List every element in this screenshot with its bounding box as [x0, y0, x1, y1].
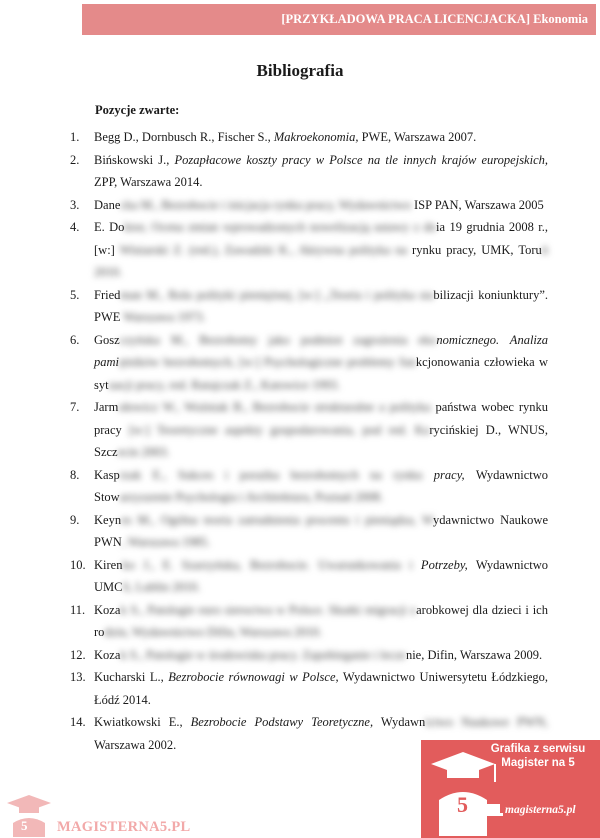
entry-text-part: Kiren — [94, 557, 123, 572]
entry-blurred-text: , Warszawa 1985. — [121, 535, 211, 549]
entry-blurred-text: cka M., Bezrobocie i inicjacja rynku pracy, Wydawnictwo — [120, 197, 411, 212]
entry-blurred-text: czyńska M., Bezrobotny jako podmiot zagrożenia eko — [119, 332, 437, 347]
entry-number: 8. — [70, 467, 80, 482]
header-banner-text: [PRZYKŁADOWA PRACA LICENCJACKA] Ekonomia — [281, 12, 588, 26]
entry-text — [94, 329, 548, 397]
bibliography-list — [70, 126, 548, 756]
entry-text-part: Kasp — [94, 467, 120, 482]
entry-blurred-text: ołowicz W., Woźniak B., Bezrobocie strukturalne a polityka — [118, 400, 431, 414]
entry-text-part: Fried — [94, 287, 121, 302]
entry-text-part: bilizacji koniunktury”. PWE — [94, 287, 548, 324]
entry-text-part: Wydawnictwo Stow — [94, 467, 549, 504]
entry-blurred-text: arzyszenie Psychologia i Architektura, Poznań 2008. — [119, 490, 384, 504]
bibliography-entry — [70, 216, 548, 284]
laptop-icon — [481, 803, 503, 817]
entry-text-part: Dane — [94, 197, 121, 212]
logo-text: MAGISTERNA5.PL — [57, 819, 191, 835]
entry-text-part: Bińskowski J., — [94, 152, 175, 167]
entry-text-part: rycińskiej D., WNUS, Szcz — [94, 422, 548, 459]
entry-text — [94, 126, 548, 149]
entry-number: 13. — [70, 670, 86, 684]
entry-text-part: Warszawa 2002. — [94, 737, 177, 752]
promo-badge: 5 — [457, 792, 468, 817]
entry-blurred-text: ętników bezrobotnych, [w:] Psychologiczne problemy fun — [119, 355, 416, 369]
entry-title-italic: nomicznego. Analiza pami — [94, 332, 548, 369]
entry-blurred-text: Warszawa 1973. — [120, 310, 206, 324]
header-banner — [82, 4, 596, 35]
entry-text-part: Wydawn — [373, 715, 426, 729]
entry-text-part: ydawnictwo Naukowe PWN — [94, 512, 549, 549]
bibliography-entry — [70, 126, 548, 149]
entry-text-part: ZPP, Warszawa 2014. — [94, 175, 203, 189]
entry-blurred-text: ktor, Ocena zmian wprowadzonych nowelizacją ustawy z dn — [124, 220, 437, 234]
entry-blurred-text: ecin 2003. — [117, 445, 170, 459]
entry-blurred-text: ń 2010. — [94, 242, 548, 279]
entry-blurred-text: uacji pracy, red. Ratajczak Z., Katowice 1993. — [108, 377, 340, 392]
entry-text — [94, 194, 548, 217]
bibliography-entry — [70, 329, 548, 397]
promo-watermark — [421, 740, 600, 838]
entry-text — [94, 554, 548, 599]
entry-number: 10. — [70, 557, 86, 572]
entry-number: 12. — [70, 647, 86, 662]
entry-text-part: Keyn — [94, 512, 122, 527]
entry-text — [94, 599, 548, 644]
entry-blurred-text: dzin, Wydawnictwo Difin, Warszawa 2010. — [104, 625, 322, 639]
entry-number: 9. — [70, 512, 80, 527]
promo-line2: Magister na 5 — [501, 757, 575, 769]
bibliography-entry — [70, 599, 548, 644]
entry-text — [94, 644, 548, 667]
entry-blurred-text: k S., Patologie w środowisku pracy. Zapobieganie i lecze — [120, 647, 406, 662]
entry-text-part: E. Do — [94, 220, 125, 234]
entry-title-italic: Bezrobocie równowagi w Polsce, — [168, 670, 339, 684]
entry-text — [94, 216, 548, 284]
entry-text-part: Koza — [94, 647, 121, 662]
entry-number: 6. — [70, 332, 80, 347]
entry-text — [94, 666, 548, 711]
entry-blurred-text: rzak E., Sukces i porażka bezrobotnych na rynku — [119, 467, 423, 482]
entry-text-part: Jarm — [94, 400, 119, 414]
entry-text-part: Kucharski L., — [94, 670, 169, 684]
graduation-cap-logo-icon — [3, 793, 55, 837]
entry-text — [94, 509, 548, 554]
entry-text-part: PWE, Warszawa 2007. — [358, 130, 477, 144]
entry-blurred-text: S, Lublin 2010. — [122, 580, 201, 594]
bibliography-entry — [70, 644, 548, 667]
entry-title-italic: Pozapłacowe koszty pracy w Polsce na tle innych krajów europejskich, — [174, 152, 548, 167]
promo-domain: magisterna5.pl — [505, 804, 576, 816]
entry-text-part: Koza — [94, 602, 121, 617]
entry-text-part: Gosz — [94, 332, 120, 347]
entry-title-italic: Potrzeby, — [412, 557, 468, 572]
entry-number: 7. — [70, 400, 80, 414]
entry-text-part: rynku pracy, UMK, Toru — [407, 242, 542, 257]
section-heading: Pozycje zwarte: — [95, 103, 180, 117]
bibliography-entry — [70, 284, 548, 329]
entry-title-italic: pracy, — [422, 467, 465, 482]
entry-text — [94, 284, 548, 329]
bibliography-entry — [70, 396, 548, 464]
entry-text-part: Wydawnictwo UMC — [94, 557, 549, 594]
entry-text — [94, 396, 548, 464]
bibliography-entry — [70, 464, 548, 509]
entry-blurred-text: Winiarski Z. (red.), Zawadzki K., Aktywna polityka na — [119, 242, 408, 257]
entry-blurred-text: es M., Ogólna teoria zatrudnienia procentu i pieniądza, W — [121, 512, 433, 527]
entry-number: 4. — [70, 220, 80, 234]
entry-number: 11. — [70, 602, 86, 617]
entry-blurred-text: ko J., E. Szarzyńska, Bezrobocie. Uwarunkowania i — [122, 557, 413, 572]
page-title: Bibliografia — [256, 61, 344, 80]
entry-text-part: nie, Difin, Warszawa 2009. — [405, 647, 543, 662]
entry-text — [94, 149, 548, 194]
entry-text-part: państwa wobec rynku pracy — [94, 400, 549, 437]
entry-text-part: kcjonowania człowieka w syt — [94, 355, 549, 392]
bibliography-entry — [70, 194, 548, 217]
entry-number: 3. — [70, 197, 80, 212]
entry-text-part: Wydawnictwo Uniwersytetu Łódzkiego, Łódź 2014. — [94, 670, 548, 707]
promo-text — [479, 742, 597, 770]
promo-line1: Grafika z serwisu — [490, 743, 586, 755]
entry-number: 1. — [70, 130, 80, 144]
entry-text-part: arobkowej dla dzieci i ich ro — [94, 602, 548, 639]
entry-title-italic: Bezrobocie Podstawy Teoretyczne, — [190, 715, 374, 729]
logo-badge: 5 — [21, 818, 28, 833]
entry-text — [94, 464, 548, 509]
entry-blurred-text: k S., Patologie euro sieroctwa w Polsce. Skutki migracji z — [120, 602, 417, 617]
entry-text-part: ia 19 grudnia 2008 r., [w:] — [94, 220, 548, 257]
bibliography-entry — [70, 509, 548, 554]
entry-text-part: ISP PAN, Warszawa 2005 — [410, 197, 544, 212]
entry-number: 14. — [70, 715, 86, 729]
bibliography-entry — [70, 149, 548, 194]
bibliography-entry — [70, 666, 548, 711]
entry-blurred-text: man M., Rola polityki pieniężnej, [w:] „Teoria i polityka sta — [120, 287, 434, 302]
entry-title-italic: Makroekonomia, — [273, 130, 359, 144]
entry-text-part: Begg D., Dornbusch R., Fischer S., — [94, 130, 274, 144]
entry-number: 2. — [70, 152, 80, 167]
entry-blurred-text: ictwo Naukowe PWN, — [425, 715, 548, 729]
entry-blurred-text: [w:] Teoretyczne aspekty gospodarowania, pod red. Ka — [128, 422, 430, 437]
bibliography-entry — [70, 554, 548, 599]
entry-text-part: Kwiatkowski E., — [94, 715, 191, 729]
entry-number: 5. — [70, 287, 80, 302]
